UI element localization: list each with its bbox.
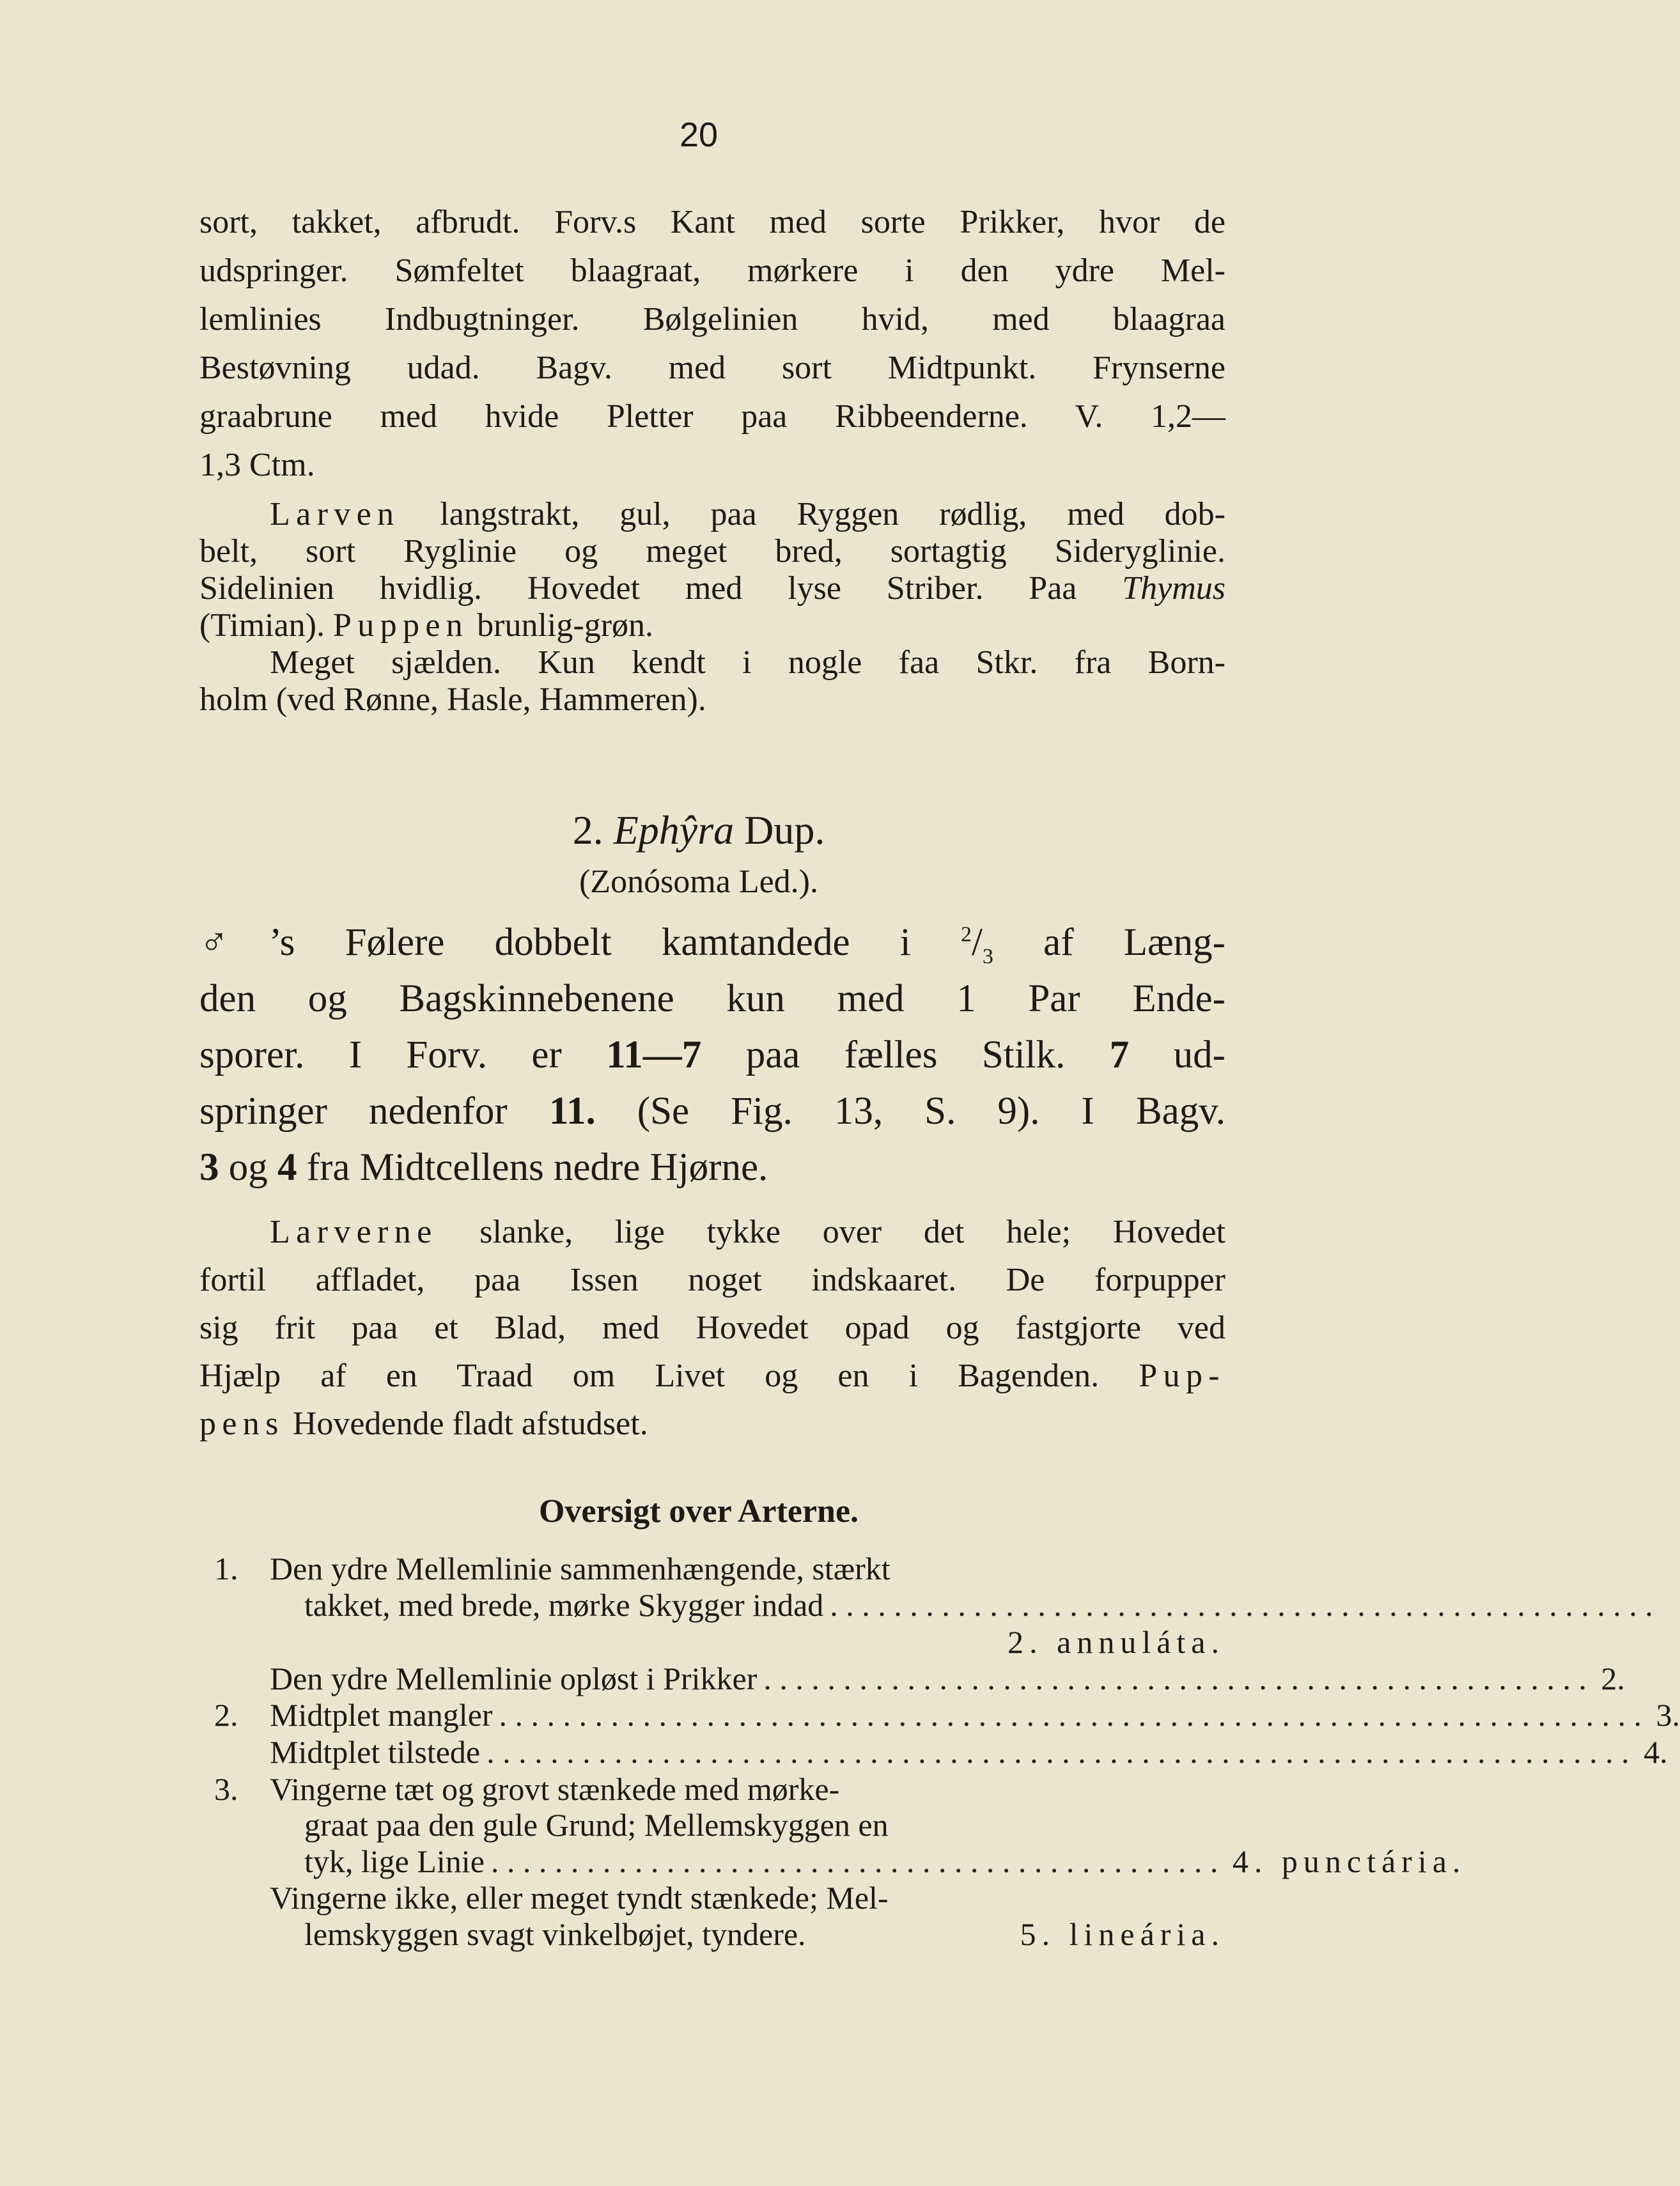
text-line: udspringer. Sømfeltet blaagraat, mørkere i den ydre Mel-: [199, 252, 1225, 289]
key-leader-line: tyk, lige Linie .............................................. 4. punctária.: [304, 1843, 1466, 1879]
text-line: springer nedenfor 11. (Se Fig. 13, S. 9). I Bagv.: [199, 1090, 1225, 1133]
text-line: den og Bagskinnebenene kun med 1 Par Ende-: [199, 977, 1225, 1020]
key-leader-line: Den ydre Mellemlinie opløst i Prikker .................................................... 2.: [270, 1661, 1625, 1696]
text-line: 3 og 4 fra Midtcellens nedre Hjørne.: [199, 1146, 768, 1189]
key-number: 1.: [214, 1551, 238, 1586]
key-heading: Oversigt over Arterne.: [538, 1493, 859, 1530]
text-line: sporer. I Forv. er 11—7 paa fælles Stilk. 7 ud-: [199, 1034, 1225, 1076]
genus-synonym: (Zonósoma Led.).: [579, 864, 818, 900]
text-line: graabrune med hvide Pletter paa Ribbeenderne. V. 1,2—: [199, 398, 1225, 435]
text-line: Bestøvning udad. Bagv. med sort Midtpunkt. Frynserne: [199, 350, 1225, 386]
key-number: 3.: [214, 1771, 238, 1807]
text-line: ♂’s Følere dobbelt kamtandede i $^2/_3$ af Læng-: [199, 921, 1225, 969]
genus-heading: 2. Ephŷra Dup.: [572, 807, 825, 853]
text-line: Meget sjælden. Kun kendt i nogle faa Stkr. fra Born-: [270, 644, 1225, 681]
text-line: lemlinies Indbugtninger. Bølgelinien hvid, med blaagraa: [199, 301, 1225, 337]
key-leader-line: lemskyggen svagt vinkelbøjet, tyndere. 5. lineária.: [304, 1916, 1225, 1952]
spaced-term: pens: [199, 1406, 284, 1442]
spaced-term: Pup-: [1139, 1358, 1225, 1394]
text-line: belt, sort Ryglinie og meget bred, sortagtig Sideryglinie.: [199, 533, 1225, 570]
text-line: Larverne slanke, lige tykke over det hele; Hovedet: [270, 1214, 1225, 1250]
key-text: Den ydre Mellemlinie sammenhængende, stærkt: [270, 1551, 891, 1586]
key-leader-line: takket, med brede, mørke Skygger indad ....................................................: [304, 1587, 1661, 1623]
text-line: Hjælp af en Traad om Livet og en i Bagenden. Pup-: [199, 1358, 1225, 1394]
text-line: fortil affladet, paa Issen noget indskaaret. De forpupper: [199, 1262, 1225, 1298]
text-line: 1,3 Ctm.: [199, 447, 315, 483]
text-line: holm (ved Rønne, Hasle, Hammeren).: [199, 681, 706, 718]
text-line: Larven langstrakt, gul, paa Ryggen rødlig, med dob-: [270, 496, 1225, 532]
latin-name: Thymus: [1122, 570, 1225, 607]
spaced-term: Larverne: [270, 1214, 438, 1250]
text-line: (Timian). Puppen brunlig-grøn.: [199, 607, 654, 644]
genus-name: Ephŷra: [613, 807, 735, 853]
spaced-term: Larven: [270, 496, 400, 532]
key-result: 2. annuláta.: [1007, 1624, 1225, 1660]
key-leader-line: Midtplet mangler ........................................................................ 3.: [270, 1697, 1680, 1733]
spaced-term: Puppen: [333, 607, 469, 644]
text-line: Sidelinien hvidlig. Hovedet med lyse Striber. Paa Thymus: [199, 570, 1225, 607]
male-symbol: ♂’s: [199, 921, 295, 964]
key-text: Vingerne ikke, eller meget tyndt stænkede; Mel-: [270, 1880, 889, 1916]
key-leader-line: Midtplet tilstede ........................................................................ 4.: [270, 1734, 1668, 1770]
key-text: Vingerne tæt og grovt stænkede med mørke-: [270, 1771, 840, 1807]
text-line: sort, takket, afbrudt. Forv.s Kant med sorte Prikker, hvor de: [199, 204, 1225, 240]
key-text: graat paa den gule Grund; Mellemskyggen en: [304, 1807, 889, 1843]
page-number: 20: [679, 116, 719, 154]
key-number: 2.: [214, 1697, 238, 1733]
text-line: sig frit paa et Blad, med Hovedet opad og fastgjorte ved: [199, 1310, 1225, 1346]
text-line: pens Hovedende fladt afstudset.: [199, 1406, 648, 1442]
